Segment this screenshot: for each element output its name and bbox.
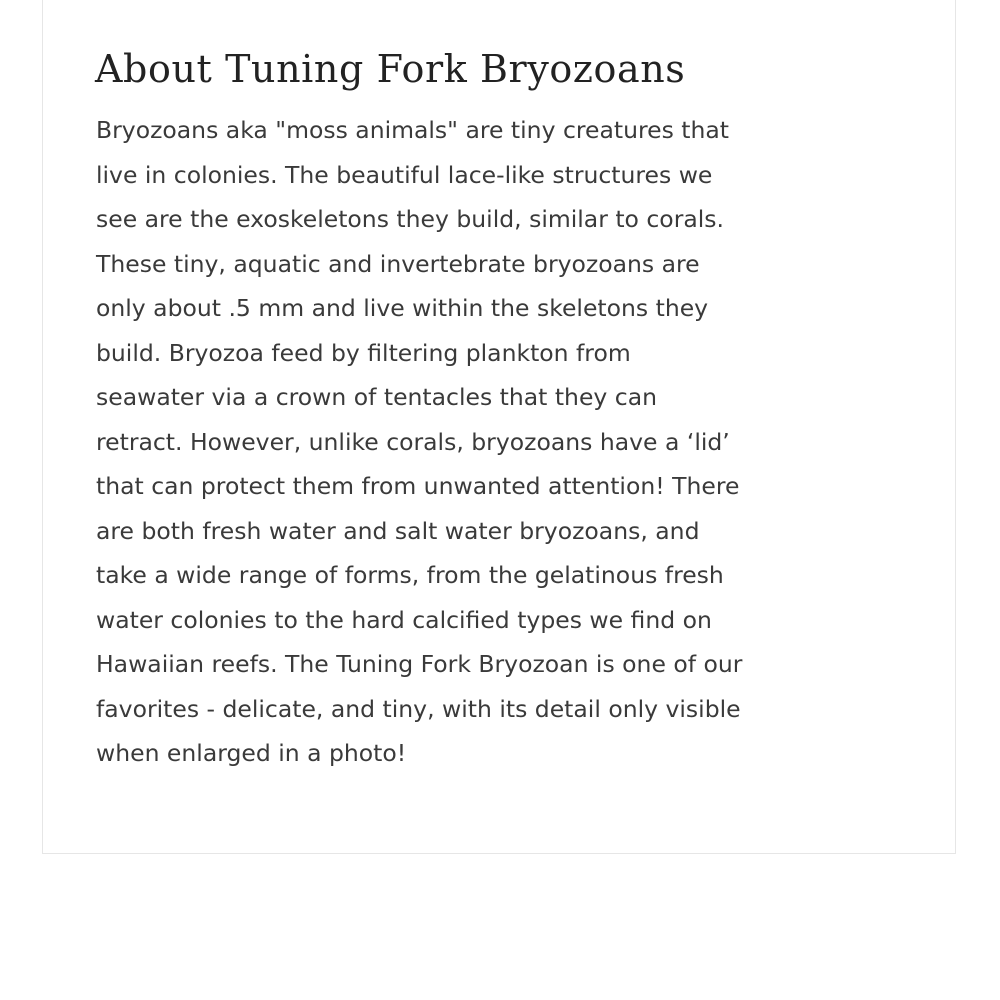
description-line: are both fresh water and salt water bryozoans, and: [96, 516, 700, 545]
description-line: seawater via a crown of tentacles that they can: [96, 383, 658, 411]
description-line: These tiny, aquatic and invertebrate bryozoans are: [96, 249, 700, 278]
description-line: when enlarged in a photo!: [96, 739, 407, 767]
description-line: that can protect them from unwanted attention! There: [96, 472, 740, 500]
description-line: retract. However, unlike corals, bryozoans have a ‘lid’: [96, 427, 730, 456]
description-line: only about .5 mm and live within the skeletons they: [96, 294, 709, 322]
description-line: water colonies to the hard calcified types we find on: [96, 605, 712, 634]
description-line: take a wide range of forms, from the gelatinous fresh: [96, 561, 724, 589]
description-line: favorites - delicate, and tiny, with its detail only visible: [96, 694, 741, 723]
description-text: [96, 108, 916, 776]
section-title: About Tuning Fork Bryozoans: [95, 47, 686, 91]
description-line: build. Bryozoa feed by filtering plankton from: [96, 338, 631, 367]
description-line: Bryozoans aka "moss animals" are tiny creatures that: [96, 116, 730, 144]
description-line: Hawaiian reefs. The Tuning Fork Bryozoan is one of our: [96, 650, 743, 678]
description-line: live in colonies. The beautiful lace-like structures we: [96, 160, 713, 189]
description-line: see are the exoskeletons they build, similar to corals.: [96, 205, 724, 233]
